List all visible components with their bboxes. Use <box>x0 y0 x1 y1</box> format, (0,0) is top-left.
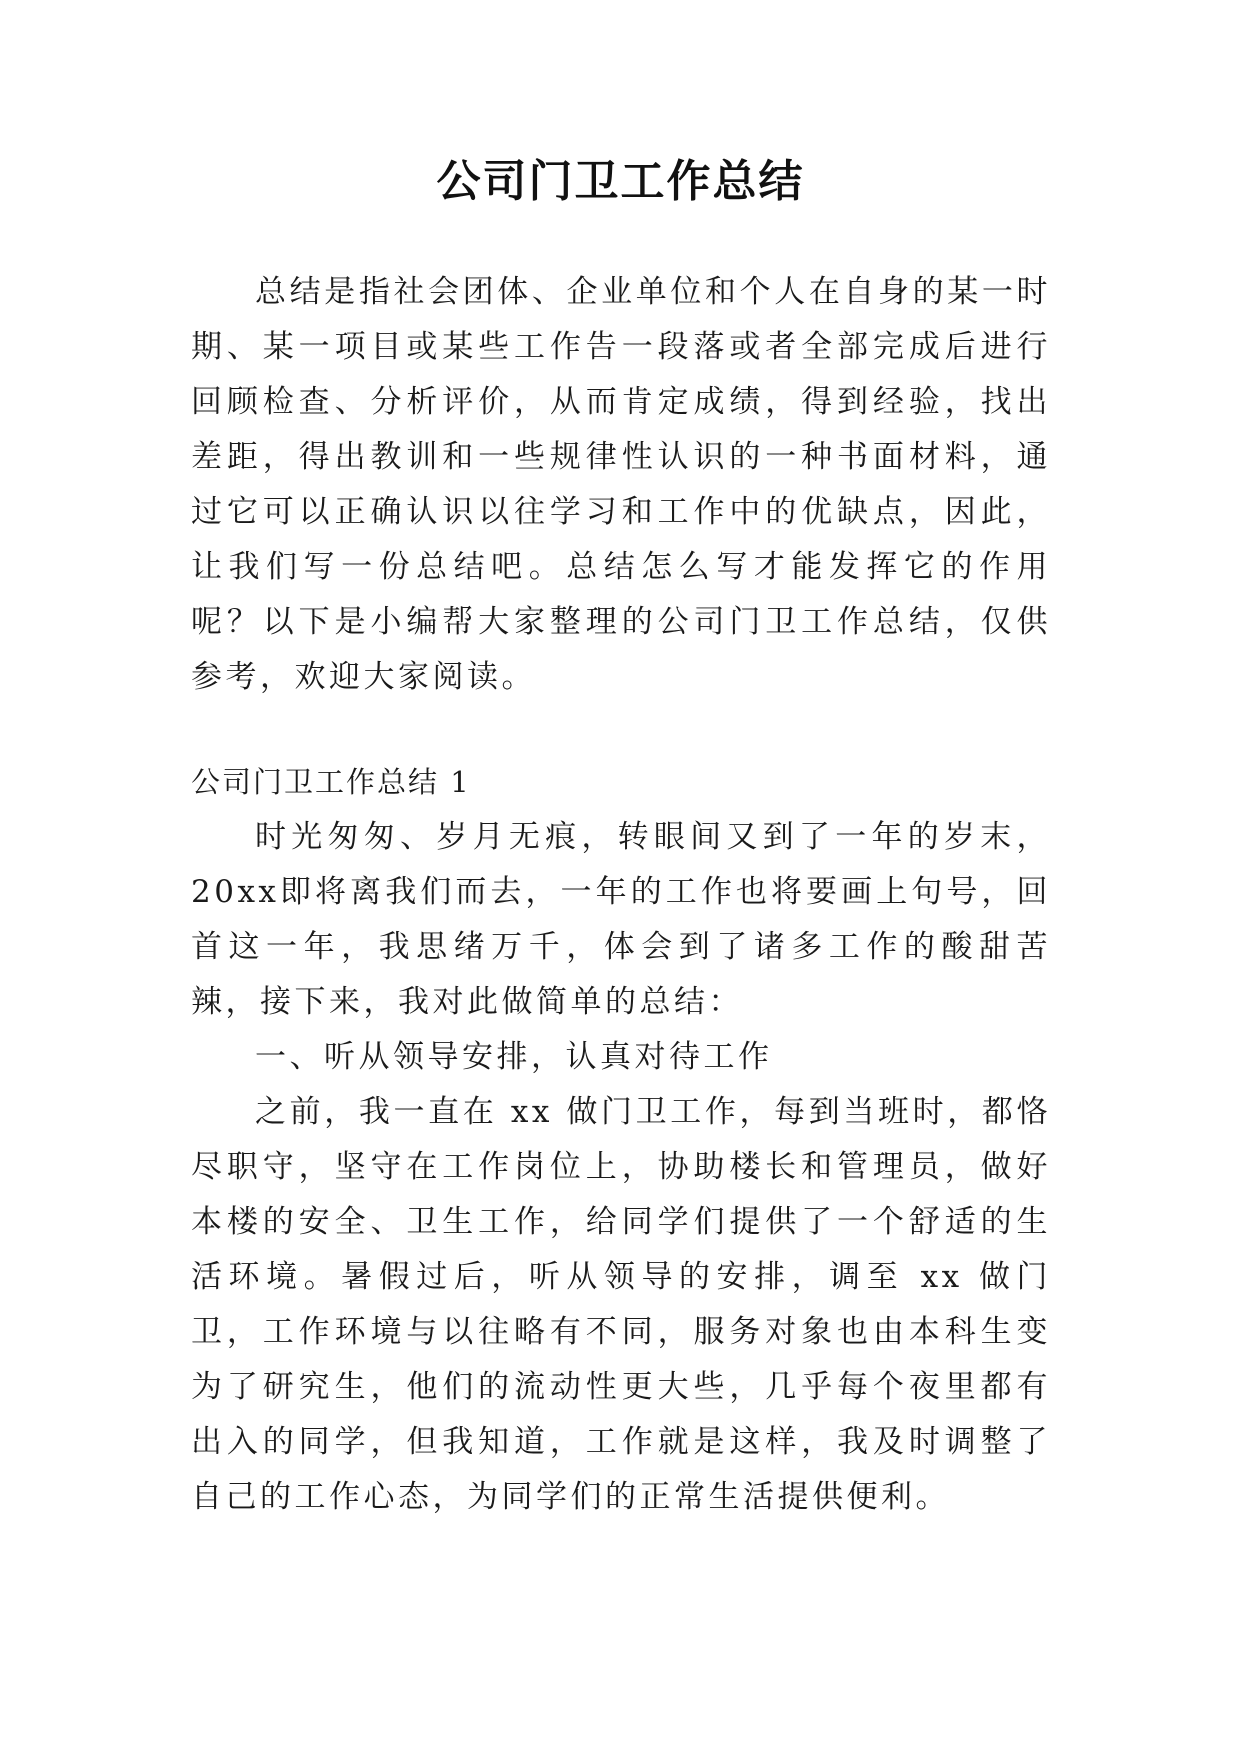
document-title: 公司门卫工作总结 <box>436 156 805 207</box>
body-paragraph: 时光匆匆、岁月无痕，转眼间又到了一年的岁末，20xx即将离我们而去，一年的工作也将要画上句号，回首这一年，我思绪万千，体会到了诸多工作的酸甜苦辣，接下来，我对此做简单的总结： <box>191 819 1051 1020</box>
body-paragraph: 之前，我一直在 xx 做门卫工作，每到当班时，都恪尽职守，坚守在工作岗位上，协助楼长和管理员，做好本楼的安全、卫生工作，给同学们提供了一个舒适的生活环境。暑假过后，听从领导的安排，调至 xx 做门卫，工作环境与以往略有不同，服务对象也由本科生变为了研究生，他们的流动性更大些，几乎每个夜里都有出入的同学，但我知道，工作就是这样，我及时调整了自己的工作心态，为同学们的正常生活提供便利。 <box>191 1094 1051 1515</box>
intro-paragraph: 总结是指社会团体、企业单位和个人在自身的某一时期、某一项目或某些工作告一段落或者全部完成后进行回顾检查、分析评价，从而肯定成绩，得到经验，找出差距，得出教训和一些规律性认识的一种书面材料，通过它可以正确认识以往学习和工作中的优缺点，因此，让我们写一份总结吧。总结怎么写才能发挥它的作用呢？以下是小编帮大家整理的公司门卫工作总结，仅供参考，欢迎大家阅读。 <box>191 274 1051 695</box>
section-body <box>191 810 1051 1525</box>
section-heading: 公司门卫工作总结 1 <box>191 765 471 799</box>
body-subheading: 一、听从领导安排，认真对待工作 <box>255 1039 773 1075</box>
